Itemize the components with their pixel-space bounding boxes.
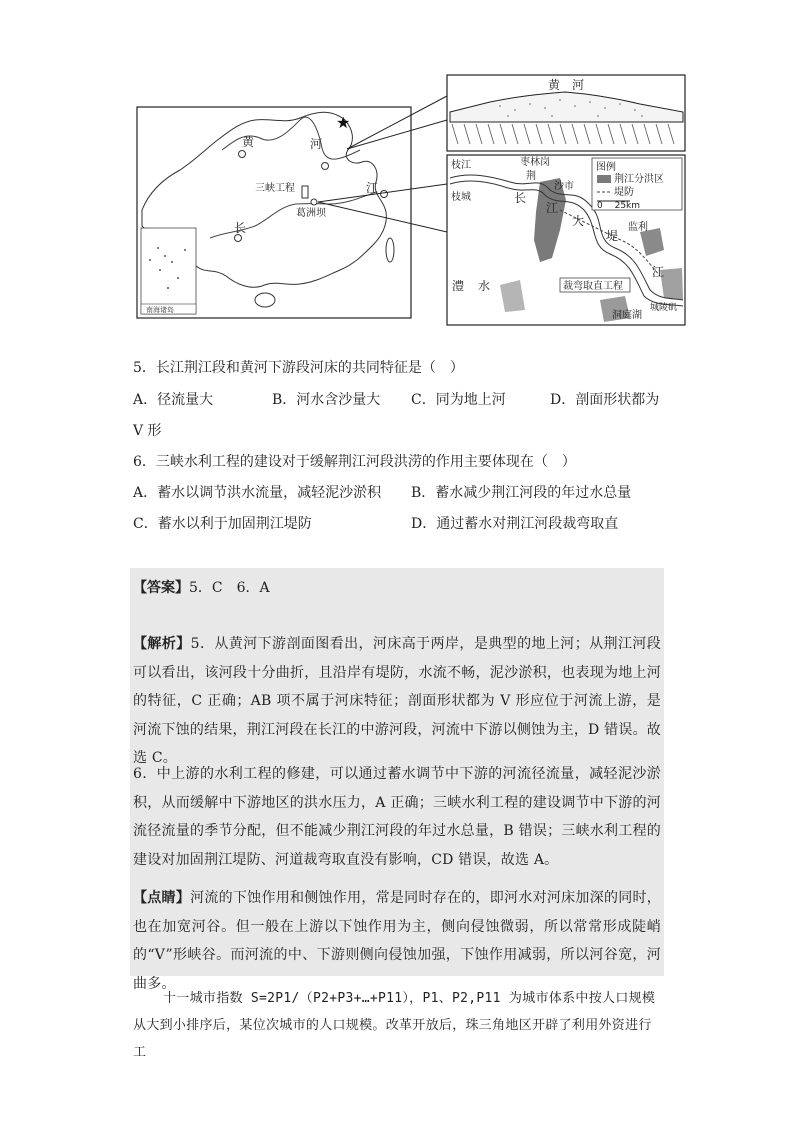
question-5-stem: 5．长江荆江段和黄河下游段河床的共同特征是（ ）: [133, 360, 464, 376]
label-sanxia: 三峡工程: [255, 183, 295, 194]
geography-figure: [0, 0, 794, 340]
label-shui: 水: [478, 279, 491, 293]
label-he: 河: [310, 137, 323, 151]
question-6-stem: 6．三峡水利工程的建设对于缓解荆江河段洪涝的作用主要体现在（ ）: [133, 454, 576, 470]
label-gezhouba: 葛洲坝: [296, 208, 326, 219]
label-shashi: 沙市: [554, 181, 574, 192]
answer-text: 5．C 6．A: [189, 580, 270, 596]
legend-scale: 0 25km: [597, 201, 641, 211]
comment-tag: 【点睛】: [133, 890, 191, 906]
label-dongting: 洞庭湖: [612, 310, 642, 321]
profile-title: 黄 河: [548, 78, 585, 92]
inset-label: 南海诸岛: [146, 306, 174, 314]
label-li: 澧: [452, 279, 465, 293]
china-map: [137, 96, 447, 318]
question-5-option-b: B．河水含沙量大: [272, 392, 381, 408]
question-5-option-a: A．径流量大: [133, 392, 214, 408]
analysis-text-1: 5．从黄河下游剖面图看出，河床高于两岸，是典型的地上河；从荆江河段可以看出，该河段十分曲折，且沿岸有堤防，水流不畅，泥沙淤积，也表现为地上河的特征，C 正确；AB 项不属于河床特征；剖面形状都为 V 形应位于河流上游，是河流下蚀的结果，荆江河段在长江的中游河段，河流中下游以侧蚀为主，D 错误。故选 C。: [133, 636, 661, 766]
svg-text:★: ★: [336, 113, 351, 132]
analysis-tag: 【解析】: [133, 636, 191, 652]
label-jiang: 江: [366, 181, 379, 195]
label-chang: 长: [234, 221, 247, 235]
label-huang: 黄: [242, 135, 255, 149]
label-jing: 荆: [526, 171, 536, 182]
analysis-para-1: [133, 630, 661, 773]
answer-tag: 【答案】: [133, 580, 189, 596]
question-6-option-b: B．蓄水减少荆江河段的年过水总量: [411, 485, 632, 501]
legend-difang: 堤防: [614, 187, 634, 198]
question-5-option-d-wrap: V 形: [133, 423, 162, 439]
question-5-option-c: C．同为地上河: [411, 392, 506, 408]
question-5-option-d: D．剖面形状都为: [550, 392, 660, 408]
legend-title: 图例: [596, 162, 616, 173]
label-jiang2: 江: [652, 265, 665, 279]
question-6-option-a: A．蓄水以调节洪水流量，减轻泥沙淤积: [133, 485, 382, 501]
label-zhicheng: 枝城: [451, 192, 471, 203]
label-di: 堤: [606, 229, 619, 243]
label-zaolingang: 枣林岗: [520, 157, 550, 168]
label-zhijiang: 枝江: [451, 160, 471, 171]
label-caiwan: 裁弯取直工程: [563, 281, 623, 292]
legend-fenhong: 荆江分洪区: [614, 174, 664, 185]
label-chenglingji: 城陵矶: [650, 303, 678, 313]
analysis-para-2: 6．中上游的水利工程的修建，可以通过蓄水调节中下游的河流径流量，减轻泥沙淤积，从而缓解中下游地区的洪水压力，A 正确；三峡水利工程的建设调节中下游的河流径流量的季节分配，但不能减少荆江河段的年过水总量，B 错误；三峡水利工程的建设对加固荆江堤防、河道裁弯取直没有影响，CD 错误，故选 A。: [133, 766, 661, 868]
next-passage: 十一城市指数 S=2P1/（P2+P3+…+P11），P1、P2,P11 为城市体系中按人口规模从大到小排序后，某位次城市的人口规模。改革开放后，珠三角地区开辟了利用外资进行工: [133, 991, 656, 1060]
comment-para: [133, 884, 661, 998]
label-chang2: 长: [514, 191, 527, 205]
label-jiang1: 江: [546, 201, 559, 215]
label-jianli: 监利: [628, 222, 648, 233]
answer-line: [133, 578, 270, 598]
comment-text: 河流的下蚀作用和侧蚀作用，常是同时存在的，即河水对河床加深的同时，也在加宽河谷。但一般在上游以下蚀作用为主，侧向侵蚀微弱，所以常常形成陡峭的“V”形峡谷。而河流的中、下游则侧向侵蚀加强，下蚀作用减弱，所以河谷宽，河曲多。: [133, 890, 661, 992]
question-6-option-c: C．蓄水以利于加固荆江堤防: [133, 516, 312, 532]
question-6-option-d: D．通过蓄水对荆江河段裁弯取直: [411, 516, 619, 532]
label-da: 大: [572, 214, 585, 228]
jingjiang-map: [447, 155, 685, 325]
yellow-river-profile: [447, 75, 685, 151]
